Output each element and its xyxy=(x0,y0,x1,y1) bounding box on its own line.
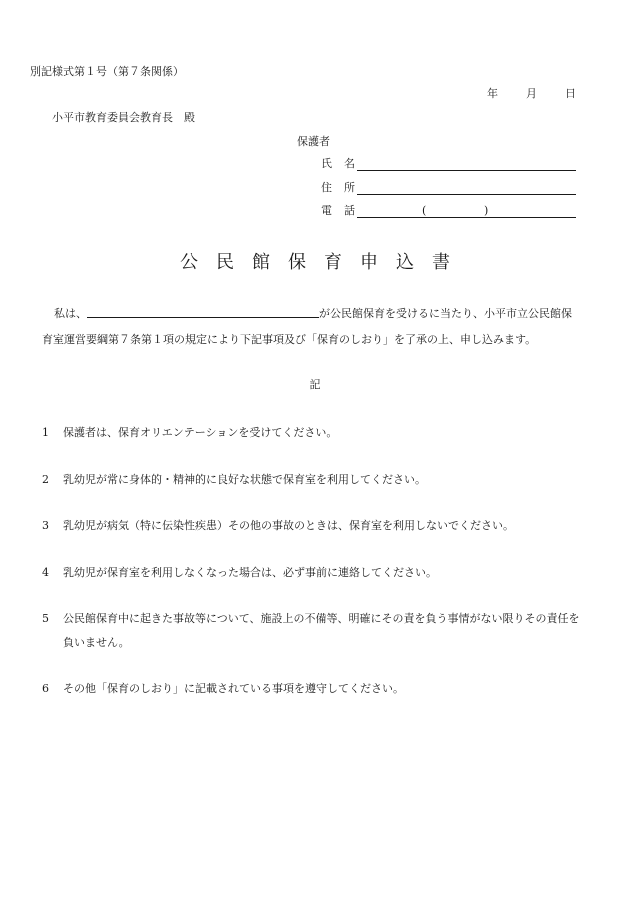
guardian-address-field[interactable] xyxy=(321,179,576,195)
phone-area-open: ( xyxy=(422,204,427,217)
item-text: 乳幼児が常に身体的・精神的に良好な状態で保育室を利用してください。 xyxy=(63,473,426,486)
guardian-phone-field[interactable] xyxy=(321,202,576,218)
date-day-label: 日 xyxy=(565,87,576,100)
phone-area-close: ) xyxy=(484,204,489,217)
name-label: 氏 名 xyxy=(321,157,355,170)
ki-heading: 記 xyxy=(309,378,321,391)
item-text: 保護者は、保育オリエンテーションを受けてください。 xyxy=(63,426,338,439)
item-number: 5 xyxy=(42,612,49,625)
item-text: その他「保育のしおり」に記載されている事項を遵守してください。 xyxy=(63,682,404,695)
statement-suffix: が公民館保育を受けるに当たり、小平市立公民館保育室運営要綱第７条第１項の規定により下記事項及び「保育のしおり」を了承の上、申し込みます。 xyxy=(42,307,572,346)
item-text: 乳幼児が保育室を利用しなくなった場合は、必ず事前に連絡してください。 xyxy=(63,566,437,579)
item-number: 3 xyxy=(42,519,49,532)
list-item xyxy=(42,514,582,538)
item-number: 2 xyxy=(42,473,49,486)
address-label: 住 所 xyxy=(321,181,355,194)
date-row xyxy=(487,85,576,101)
document-title: 公民館保育申込書 xyxy=(180,252,468,273)
addressee: 小平市教育委員会教育長 殿 xyxy=(52,111,195,124)
list-item xyxy=(42,561,582,585)
statement-prefix: 私は、 xyxy=(54,307,87,320)
list-item xyxy=(42,607,582,655)
item-number: 1 xyxy=(42,426,49,439)
item-number: 4 xyxy=(42,566,49,579)
item-text: 公民館保育中に起きた事故等について、施設上の不備等、明確にその責を負う事情がない限りその責任を負いません。 xyxy=(63,612,580,649)
guardian-title: 保護者 xyxy=(297,135,330,148)
address-input-line[interactable] xyxy=(357,182,576,195)
date-month-label: 月 xyxy=(526,87,537,100)
date-year-label: 年 xyxy=(487,87,498,100)
item-text: 乳幼児が病気（特に伝染性疾患）その他の事故のときは、保育室を利用しないでください。 xyxy=(63,519,514,532)
application-statement xyxy=(42,301,582,353)
form-number: 別記様式第１号（第７条関係） xyxy=(30,65,184,78)
phone-input-line[interactable] xyxy=(357,205,576,218)
child-name-blank[interactable] xyxy=(87,305,319,318)
item-number: 6 xyxy=(42,682,49,695)
list-item xyxy=(42,421,582,445)
guardian-name-field[interactable] xyxy=(321,155,576,171)
name-input-line[interactable] xyxy=(357,158,576,171)
phone-label: 電 話 xyxy=(321,204,355,217)
list-item xyxy=(42,677,582,701)
list-item xyxy=(42,468,582,492)
